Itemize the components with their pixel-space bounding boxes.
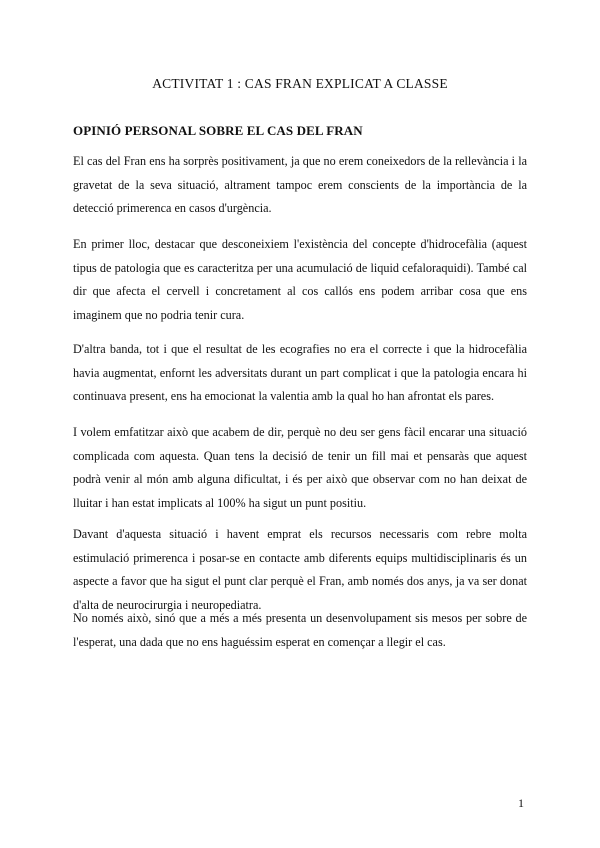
paragraph: D'altra banda, tot i que el resultat de les ecografies no era el correcte i que la hidrocefàlia havia augmentat, enfornt les adversitats durant un part complicat i que la patologia encara hi continuava present, ens ha emocionat la valentia amb la qual ho han afrontat els pares. [73, 342, 527, 403]
paragraph: Davant d'aquesta situació i havent emprat els recursos necessaris com rebre molta estimulació primerenca i posar-se en contacte amb diferents equips multidisciplinaris és un aspecte a favor que ha sigut el punt clar perquè el Fran, amb només dos anys, ja va ser donat d'alta de neurocirurgia i neuropediatra. [73, 527, 527, 612]
paragraph: No només això, sinó que a més a més presenta un desenvolupament sis mesos per sobre de l'esperat, una dada que no ens haguéssim esperat en començar a llegir el cas. [73, 611, 527, 649]
paragraph: I volem emfatitzar això que acabem de dir, perquè no deu ser gens fàcil encarar una situació complicada com aquesta. Quan tens la decisió de tenir un fill mai et pensaràs que aquest podrà venir al món amb alguna dificultat, i és per això que observar com no han deixat de lluitar i han estat implicats al 100% ha sigut un punt positiu. [73, 425, 527, 510]
paragraph: El cas del Fran ens ha sorprès positivament, ja que no erem coneixedors de la rellevància i la gravetat de la seva situació, altrament tampoc erem conscients de la importància de la detecció primerenca en casos d'urgència. [73, 154, 527, 215]
section-heading: OPINIÓ PERSONAL SOBRE EL CAS DEL FRAN [73, 123, 363, 138]
paragraph: En primer lloc, destacar que desconeixiem l'existència del concepte d'hidrocefàlia (aquest tipus de patologia que es caracteritza per una acumulació de liquid cefaloraquidi). També cal dir que afecta el cervell i concretament al cos callós ens podem arribar cosa que ens imaginem que no podria tenir cura. [73, 237, 527, 322]
document-title: ACTIVITAT 1 : CAS FRAN EXPLICAT A CLASSE [152, 76, 448, 91]
page-number: 1 [518, 796, 524, 810]
